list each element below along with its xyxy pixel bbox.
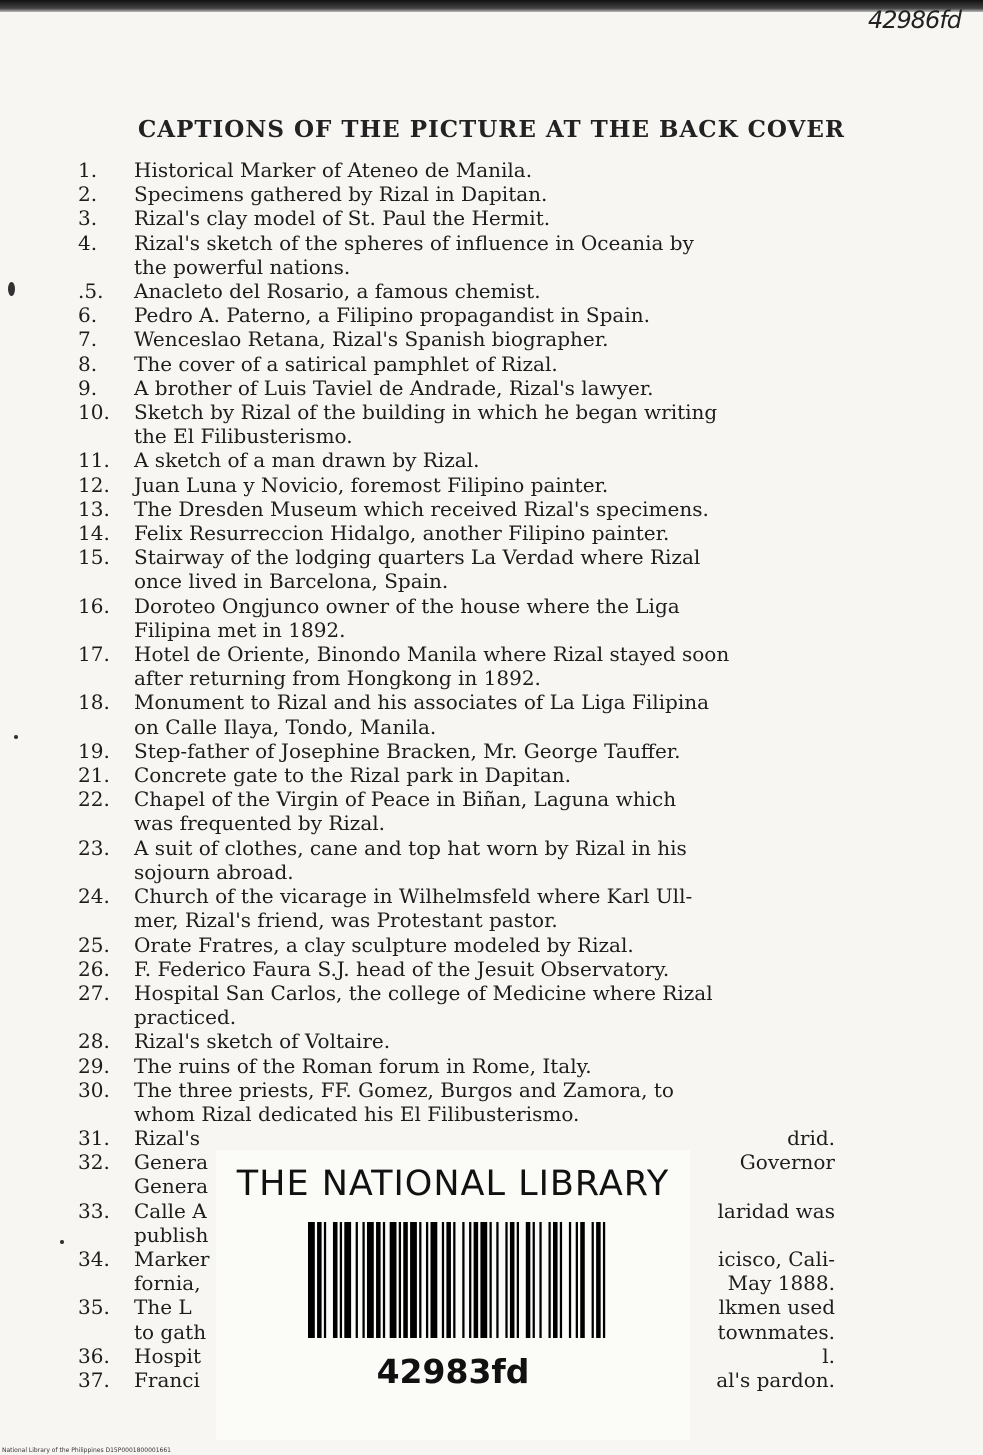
caption-line: Stairway of the lodging quarters La Verdad where Rizal xyxy=(134,545,701,570)
barcode-bar xyxy=(399,1222,401,1338)
caption-line: the El Filibusterismo. xyxy=(134,424,353,449)
barcode-bar xyxy=(560,1222,562,1338)
caption-line: Step-father of Josephine Bracken, Mr. George Tauffer. xyxy=(134,738,681,763)
caption-line: Filipina met in 1892. xyxy=(134,617,346,642)
caption-line xyxy=(665,1223,835,1247)
caption-line: to gath xyxy=(134,1319,207,1344)
caption-item xyxy=(78,739,838,763)
caption-line: Rizal's sketch of the spheres of influence in Oceania by xyxy=(134,230,694,255)
caption-line: laridad was xyxy=(717,1198,835,1223)
caption-number: 37. xyxy=(78,1368,110,1393)
caption-line: after returning from Hongkong in 1892. xyxy=(134,666,541,691)
barcode-bar xyxy=(426,1222,428,1338)
partial-caption-item xyxy=(78,1344,218,1368)
caption-line: Pedro A. Paterno, a Filipino propagandist in Spain. xyxy=(134,303,650,328)
barcode-bar xyxy=(526,1222,531,1338)
caption-line: Hospit xyxy=(134,1343,201,1368)
caption-line: Rizal's xyxy=(134,1126,201,1150)
caption-number: 21. xyxy=(78,763,110,788)
caption-line: Church of the vicarage in Wilhelmsfeld where Karl Ull- xyxy=(134,884,693,909)
caption-line: Rizal's clay model of St. Paul the Hermit. xyxy=(134,206,551,231)
caption-line: once lived in Barcelona, Spain. xyxy=(134,569,449,594)
caption-line: fornia, xyxy=(134,1271,201,1296)
caption-line: Hospital San Carlos, the college of Medicine where Rizal xyxy=(134,980,713,1005)
caption-number: 7. xyxy=(78,327,98,352)
caption-item xyxy=(78,206,838,230)
caption-number: 34. xyxy=(78,1247,110,1272)
caption-line: Genera xyxy=(134,1174,209,1199)
barcode-bar xyxy=(580,1222,585,1338)
caption-number: 6. xyxy=(78,303,98,328)
barcode-bar xyxy=(462,1222,464,1338)
caption-number: 30. xyxy=(78,1077,110,1102)
barcode-bar xyxy=(474,1222,479,1338)
caption-number: 10. xyxy=(78,400,110,425)
caption-line: Specimens gathered by Rizal in Dapitan. xyxy=(134,182,548,207)
caption-item xyxy=(78,642,838,690)
caption-text xyxy=(134,690,838,738)
caption-line: Calle A xyxy=(134,1198,207,1223)
barcode-bar xyxy=(596,1222,601,1338)
caption-line: A sketch of a man drawn by Rizal. xyxy=(134,448,480,473)
partial-caption-item xyxy=(78,1126,218,1150)
ink-speck xyxy=(60,1240,64,1244)
caption-item xyxy=(78,981,838,1029)
caption-text xyxy=(134,206,838,230)
caption-line: lkmen used xyxy=(718,1295,835,1320)
barcode-bar xyxy=(510,1222,515,1338)
barcode-bar xyxy=(469,1222,471,1338)
barcode-bar xyxy=(548,1222,550,1338)
library-name: THE NATIONAL LIBRARY xyxy=(236,1164,670,1204)
barcode-bar xyxy=(480,1222,487,1338)
caption-line: Chapel of the Virgin of Peace in Biñan, Laguna which xyxy=(134,787,677,812)
caption-number: 28. xyxy=(78,1029,110,1054)
partial-caption-item xyxy=(78,1295,218,1343)
caption-text xyxy=(134,473,838,497)
caption-text xyxy=(134,545,838,593)
caption-number: 14. xyxy=(78,521,110,546)
barcode-bar xyxy=(533,1222,535,1338)
caption-fragment-left xyxy=(134,1295,218,1343)
caption-line: Governor xyxy=(739,1150,835,1175)
barcode-bar xyxy=(489,1222,491,1338)
caption-number: 27. xyxy=(78,980,110,1005)
caption-line: sojourn abroad. xyxy=(134,859,294,884)
caption-text xyxy=(134,1029,838,1053)
caption-item xyxy=(78,279,838,303)
caption-line: May 1888. xyxy=(727,1271,835,1296)
caption-text xyxy=(134,497,838,521)
barcode-bar xyxy=(324,1222,326,1338)
ink-speck xyxy=(14,735,18,739)
caption-item xyxy=(78,182,838,206)
caption-number: 1. xyxy=(78,158,98,182)
caption-fragment-left xyxy=(134,1150,218,1198)
scan-top-edge xyxy=(0,0,983,12)
barcode-bar xyxy=(592,1222,594,1338)
partial-left-column xyxy=(78,1126,218,1392)
caption-line: Monument to Rizal and his associates of La Liga Filipina xyxy=(134,690,710,715)
caption-line xyxy=(665,1174,835,1198)
caption-line: l. xyxy=(822,1343,835,1368)
caption-item xyxy=(78,1029,838,1053)
caption-item xyxy=(78,521,838,545)
caption-item xyxy=(78,497,838,521)
caption-text xyxy=(134,231,838,279)
barcode-bar xyxy=(344,1222,351,1338)
caption-line: Orate Fratres, a clay sculpture modeled by Rizal. xyxy=(134,932,634,957)
barcode-bar xyxy=(576,1222,578,1338)
caption-number: 31. xyxy=(78,1126,110,1150)
caption-text xyxy=(134,327,838,351)
caption-number: 23. xyxy=(78,835,110,860)
caption-text xyxy=(134,352,838,376)
caption-text xyxy=(134,448,838,472)
caption-fragment-left xyxy=(134,1368,218,1392)
caption-text xyxy=(134,182,838,206)
barcode xyxy=(308,1222,612,1338)
partial-caption-item xyxy=(78,1368,218,1392)
caption-item xyxy=(78,787,838,835)
caption-item xyxy=(78,957,838,981)
barcode-bar xyxy=(340,1222,342,1338)
caption-line: mer, Rizal's friend, was Protestant pastor. xyxy=(134,908,558,933)
caption-line: Anacleto del Rosario, a famous chemist. xyxy=(134,279,541,304)
caption-line: Concrete gate to the Rizal park in Dapitan. xyxy=(134,763,571,788)
caption-text xyxy=(134,642,838,690)
barcode-bar xyxy=(496,1222,498,1338)
caption-fragment-right xyxy=(665,1295,835,1343)
caption-number: 36. xyxy=(78,1343,110,1368)
caption-line: Doroteo Ongjunco owner of the house where the Liga xyxy=(134,593,680,618)
caption-item xyxy=(78,158,838,182)
caption-line: The three priests, FF. Gomez, Burgos and Zamora, to xyxy=(134,1077,674,1102)
barcode-bar xyxy=(383,1222,385,1338)
caption-number: 8. xyxy=(78,351,98,376)
barcode-bar xyxy=(569,1222,571,1338)
handwritten-accession-number: 42986fd xyxy=(867,6,961,34)
caption-text xyxy=(134,739,838,763)
barcode-bar xyxy=(453,1222,455,1338)
partial-caption-item xyxy=(78,1150,218,1198)
caption-line: Sketch by Rizal of the building in which he began writing xyxy=(134,400,718,425)
caption-line: townmates. xyxy=(717,1319,835,1344)
caption-line: the powerful nations. xyxy=(134,254,351,279)
caption-item xyxy=(78,327,838,351)
caption-line: Rizal's sketch of Voltaire. xyxy=(134,1029,391,1054)
partial-caption-item xyxy=(78,1199,218,1247)
barcode-bar xyxy=(517,1222,519,1338)
caption-line: on Calle Ilaya, Tondo, Manila. xyxy=(134,714,437,739)
caption-number: 29. xyxy=(78,1053,110,1078)
caption-text xyxy=(134,763,838,787)
caption-text xyxy=(134,884,838,932)
caption-item xyxy=(78,1078,838,1126)
caption-line: was frequented by Rizal. xyxy=(134,811,386,836)
caption-text xyxy=(134,158,838,182)
caption-item xyxy=(78,231,838,279)
caption-text xyxy=(134,981,838,1029)
caption-number: 13. xyxy=(78,496,110,521)
caption-number: .5. xyxy=(78,279,104,304)
caption-text xyxy=(134,1054,838,1078)
caption-number: 33. xyxy=(78,1198,110,1223)
caption-item xyxy=(78,594,838,642)
page-title: CAPTIONS OF THE PICTURE AT THE BACK COVER xyxy=(137,116,846,143)
caption-text xyxy=(134,1078,838,1126)
caption-fragment-left xyxy=(134,1247,218,1295)
caption-number: 16. xyxy=(78,593,110,618)
caption-item xyxy=(78,884,838,932)
barcode-bar xyxy=(362,1222,364,1338)
caption-number: 11. xyxy=(78,448,110,473)
caption-text xyxy=(134,400,838,448)
caption-line: Marker xyxy=(134,1247,210,1272)
caption-item xyxy=(78,473,838,497)
caption-number: 18. xyxy=(78,690,110,715)
library-stamp xyxy=(216,1150,690,1440)
barcode-bar xyxy=(367,1222,374,1338)
caption-line: The L xyxy=(134,1295,192,1320)
caption-item xyxy=(78,400,838,448)
caption-item xyxy=(78,303,838,327)
caption-number: 19. xyxy=(78,738,110,763)
caption-fragment-right xyxy=(665,1126,835,1150)
caption-number: 35. xyxy=(78,1295,110,1320)
caption-line: al's pardon. xyxy=(716,1368,835,1393)
caption-list xyxy=(78,158,838,1126)
caption-text xyxy=(134,376,838,400)
caption-number: 9. xyxy=(78,375,98,400)
caption-number: 17. xyxy=(78,642,110,667)
caption-item xyxy=(78,376,838,400)
barcode-bar xyxy=(410,1222,417,1338)
caption-number: 25. xyxy=(78,932,110,957)
ink-speck xyxy=(8,282,15,296)
caption-line: drid. xyxy=(787,1126,835,1150)
caption-text xyxy=(134,594,838,642)
scan-footer: National Library of the Philippines D15P0001800001661 xyxy=(2,1447,171,1454)
caption-text xyxy=(134,836,838,884)
caption-number: 15. xyxy=(78,545,110,570)
caption-text xyxy=(134,933,838,957)
caption-line: whom Rizal dedicated his El Filibusterismo. xyxy=(134,1101,580,1126)
barcode-bar xyxy=(603,1222,605,1338)
caption-item xyxy=(78,1054,838,1078)
caption-fragment-left xyxy=(134,1344,218,1368)
caption-line: F. Federico Faura S.J. head of the Jesuit Observatory. xyxy=(134,956,670,981)
barcode-bar xyxy=(446,1222,451,1338)
caption-number: 24. xyxy=(78,884,110,909)
caption-item xyxy=(78,352,838,376)
caption-fragment-right xyxy=(665,1150,835,1198)
barcode-bar xyxy=(419,1222,421,1338)
caption-line: Franci xyxy=(134,1368,200,1393)
caption-text xyxy=(134,521,838,545)
caption-fragment-left xyxy=(134,1199,218,1247)
caption-number: 2. xyxy=(78,182,98,207)
caption-item xyxy=(78,933,838,957)
caption-line: icisco, Cali- xyxy=(718,1247,835,1272)
barcode-bar xyxy=(333,1222,338,1338)
caption-item xyxy=(78,545,838,593)
partial-caption-item xyxy=(78,1247,218,1295)
caption-fragment-right xyxy=(665,1247,835,1295)
caption-line: Genera xyxy=(134,1150,209,1175)
barcode-bar xyxy=(431,1222,438,1338)
caption-line: Felix Resurreccion Hidalgo, another Filipino painter. xyxy=(134,521,670,546)
caption-number: 22. xyxy=(78,787,110,812)
caption-fragment-right xyxy=(665,1344,835,1368)
caption-line: A brother of Luis Taviel de Andrade, Rizal's lawyer. xyxy=(134,375,654,400)
barcode-bar xyxy=(505,1222,507,1338)
barcode-bar xyxy=(403,1222,408,1338)
caption-line: The Dresden Museum which received Rizal's specimens. xyxy=(134,496,709,521)
caption-line: practiced. xyxy=(134,1005,237,1030)
barcode-bar xyxy=(376,1222,381,1338)
caption-item xyxy=(78,690,838,738)
caption-fragment-left xyxy=(134,1126,218,1150)
caption-item xyxy=(78,448,838,472)
caption-line: publish xyxy=(134,1222,209,1247)
caption-text xyxy=(134,279,838,303)
caption-text xyxy=(134,787,838,835)
barcode-bar xyxy=(553,1222,558,1338)
caption-line: The ruins of the Roman forum in Rome, Italy. xyxy=(134,1053,592,1078)
barcode-bar xyxy=(442,1222,444,1338)
caption-line: Juan Luna y Novicio, foremost Filipino painter. xyxy=(134,472,609,497)
caption-number: 3. xyxy=(78,206,98,231)
caption-number: 32. xyxy=(78,1150,110,1175)
caption-number: 12. xyxy=(78,472,110,497)
caption-line: Hotel de Oriente, Binondo Manila where Rizal stayed soon xyxy=(134,642,730,667)
barcode-bar xyxy=(539,1222,541,1338)
barcode-bar xyxy=(317,1222,322,1338)
caption-fragment-right xyxy=(665,1368,835,1392)
caption-line: The cover of a satirical pamphlet of Rizal. xyxy=(134,351,558,376)
barcode-bar xyxy=(356,1222,358,1338)
caption-line: A suit of clothes, cane and top hat worn by Rizal in his xyxy=(134,835,687,860)
barcode-bar xyxy=(390,1222,397,1338)
caption-text xyxy=(134,303,838,327)
barcode-bar xyxy=(308,1222,315,1338)
caption-item xyxy=(78,836,838,884)
caption-number: 26. xyxy=(78,956,110,981)
caption-text xyxy=(134,957,838,981)
caption-line: Historical Marker of Ateneo de Manila. xyxy=(134,158,533,182)
caption-item xyxy=(78,763,838,787)
caption-number: 4. xyxy=(78,230,98,255)
barcode-number: 42983fd xyxy=(376,1352,530,1391)
caption-line: Wenceslao Retana, Rizal's Spanish biographer. xyxy=(134,327,609,352)
caption-fragment-right xyxy=(665,1199,835,1247)
partial-right-column xyxy=(665,1126,835,1392)
